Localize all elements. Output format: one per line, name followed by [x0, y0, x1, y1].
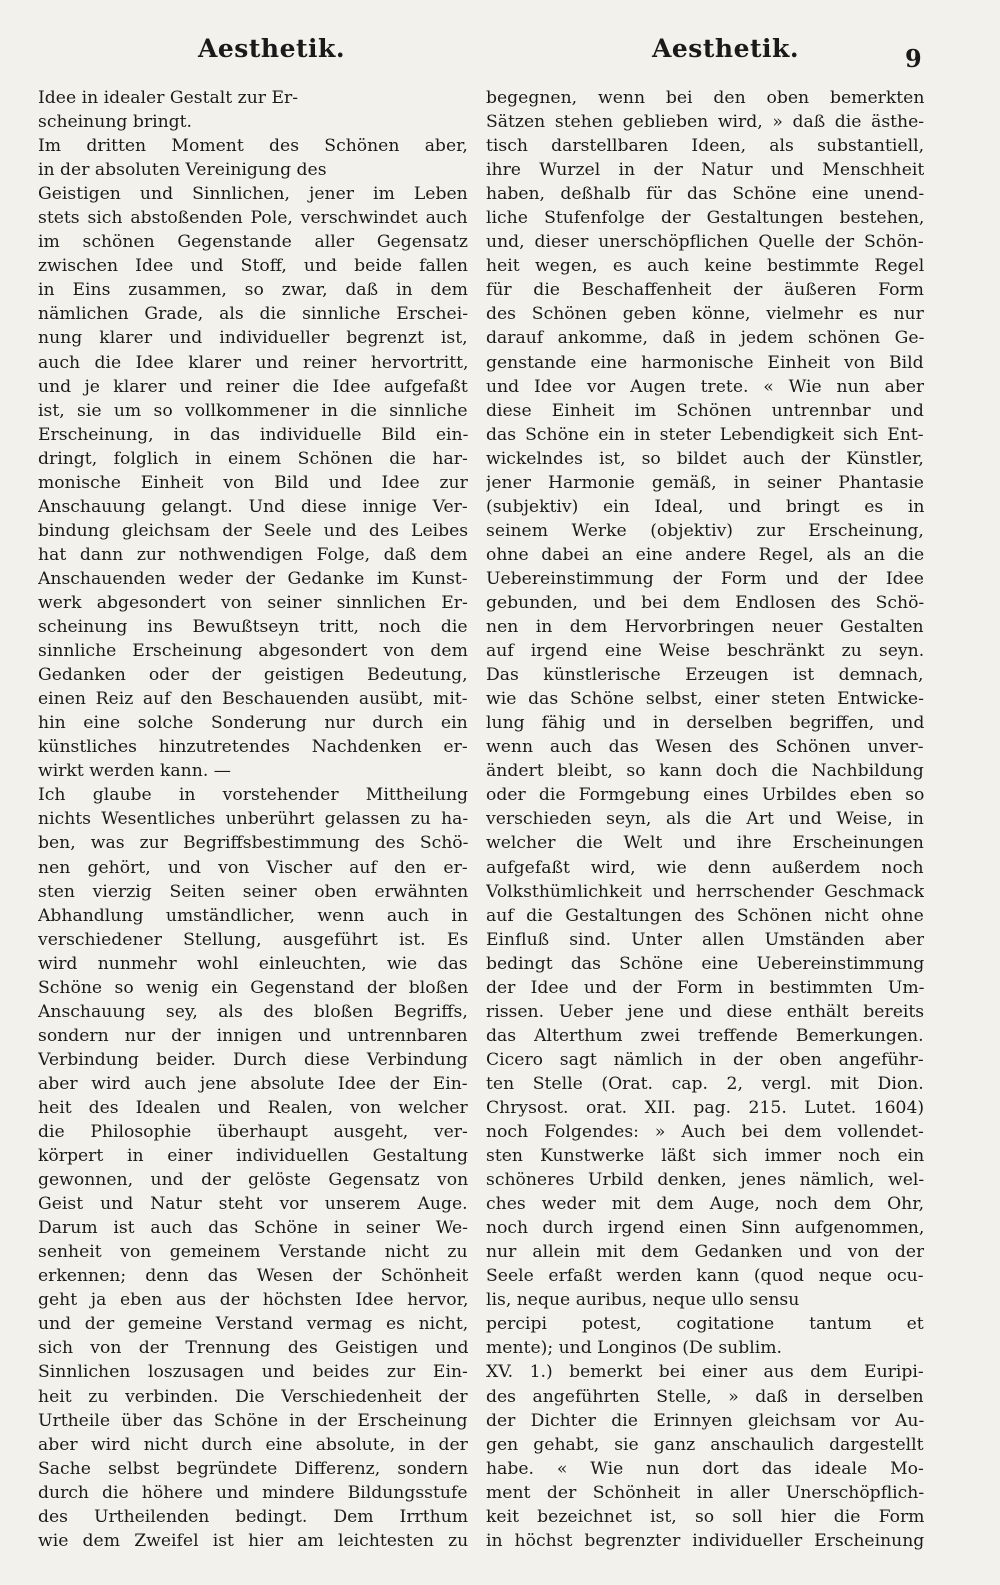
text-line: wenn auch das Wesen des Schönen unver-: [486, 737, 924, 758]
text-line: und je klarer und reiner die Idee aufgefaßt: [38, 376, 468, 397]
text-line: scheinung ins Bewußtseyn tritt, noch die: [38, 617, 468, 638]
text-line: mente); und Longinos (De sublim.: [486, 1338, 782, 1359]
text-line: oder die Formgebung eines Urbildes eben so: [486, 785, 924, 806]
text-line: Sache selbst begründete Differenz, sondern: [38, 1458, 468, 1479]
text-line: stets sich abstoßenden Pole, verschwindet auch: [38, 208, 468, 229]
text-line: des Schönen geben könne, vielmehr es nur: [486, 304, 924, 325]
text-line: aber wird nicht durch eine absolute, in der: [38, 1434, 468, 1455]
text-line: Abhandlung umständlicher, wenn auch in: [38, 905, 468, 926]
text-line: des angeführten Stelle, » daß in derselben: [486, 1386, 924, 1407]
text-line: XV. 1.) bemerkt bei einer aus dem Euripi-: [486, 1362, 924, 1383]
text-line: und der gemeine Verstand vermag es nicht,: [38, 1314, 468, 1335]
text-line: das Alterthum zwei treffende Bemerkungen.: [486, 1025, 924, 1046]
text-line: wickelndes ist, so bildet auch der Künstler,: [486, 448, 924, 469]
text-line: diese Einheit im Schönen untrennbar und: [486, 400, 924, 421]
text-line: percipi potest, cogitatione tantum et: [486, 1314, 924, 1335]
text-line: nen in dem Hervorbringen neuer Gestalten: [486, 617, 924, 638]
text-line: nichts Wesentliches unberührt gelassen zu ha-: [38, 809, 468, 830]
text-line: im schönen Gegenstande aller Gegensatz: [38, 232, 468, 253]
text-line: Ich glaube in vorstehender Mittheilung: [38, 785, 468, 806]
text-line: hat dann zur nothwendigen Folge, daß dem: [38, 544, 468, 565]
text-line: sten Kunstwerke läßt sich immer noch ein: [486, 1146, 924, 1167]
text-line: die Philosophie überhaupt ausgeht, ver-: [38, 1122, 468, 1143]
text-line: noch durch irgend einen Sinn aufgenommen,: [486, 1218, 924, 1239]
text-line: der Idee und der Form in bestimmten Um-: [486, 977, 924, 998]
text-line: für die Beschaffenheit der äußeren Form: [486, 280, 924, 301]
text-line: darauf ankomme, daß in jedem schönen Ge-: [486, 328, 924, 349]
text-line: geht ja eben aus der höchsten Idee hervor,: [38, 1290, 468, 1311]
text-line: rissen. Ueber jene und diese enthält bereits: [486, 1001, 924, 1022]
text-line: zwischen Idee und Stoff, und beide fallen: [38, 256, 468, 277]
text-line: scheinung bringt.: [38, 112, 193, 133]
text-line: sinnliche Erscheinung abgesondert von dem: [38, 641, 468, 662]
text-line: dringt, folglich in einem Schönen die har-: [38, 448, 468, 469]
text-line: verschiedener Stellung, ausgeführt ist. Es: [38, 929, 468, 950]
text-line: und, dieser unerschöpflichen Quelle der Schön-: [486, 232, 924, 253]
page-number: 9: [905, 44, 922, 73]
text-line: Anschauenden weder der Gedanke im Kunst-: [38, 568, 468, 589]
text-line: tisch darstellbaren Ideen, als substantiell,: [486, 136, 924, 157]
text-line: wird nunmehr wohl einleuchten, wie das: [38, 953, 468, 974]
text-line: liche Stufenfolge der Gestaltungen bestehen,: [486, 208, 924, 229]
text-line: Das künstlerische Erzeugen ist demnach,: [486, 665, 924, 686]
text-line: heit des Idealen und Realen, von welcher: [38, 1097, 468, 1118]
text-line: Sätzen stehen geblieben wird, » daß die ästhe-: [486, 112, 924, 133]
text-line: körpert in einer individuellen Gestaltung: [38, 1146, 468, 1167]
text-line: nur allein mit dem Gedanken und von der: [486, 1242, 924, 1263]
text-line: das Schöne ein in steter Lebendigkeit sich Ent-: [486, 424, 924, 445]
text-line: verschieden seyn, als die Art und Weise, in: [486, 809, 924, 830]
text-line: sten vierzig Seiten seiner oben erwähnten: [38, 881, 468, 902]
text-line: Geistigen und Sinnlichen, jener im Leben: [38, 184, 468, 205]
text-line: habe. « Wie nun dort das ideale Mo-: [486, 1458, 924, 1479]
text-line: Cicero sagt nämlich in der oben angeführ-: [486, 1049, 924, 1070]
text-line: ches weder mit dem Auge, noch dem Ohr,: [486, 1194, 924, 1215]
text-line: ändert bleibt, so kann doch die Nachbildung: [486, 761, 924, 782]
text-line: ten Stelle (Orat. cap. 2, vergl. mit Dion.: [486, 1073, 924, 1094]
text-line: Volksthümlichkeit und herrschender Geschmack: [486, 881, 924, 902]
right-text-column: [486, 86, 924, 1553]
text-line: lis, neque auribus, neque ullo sensu: [486, 1290, 800, 1311]
text-line: welcher die Welt und ihre Erscheinungen: [486, 833, 924, 854]
text-line: ment der Schönheit in aller Unerschöpflich-: [486, 1482, 924, 1503]
text-line: Chrysost. orat. XII. pag. 215. Lutet. 1604): [486, 1097, 924, 1118]
text-line: nen gehört, und von Vischer auf den er-: [38, 857, 468, 878]
text-line: Idee in idealer Gestalt zur Er-: [38, 88, 299, 108]
text-line: Uebereinstimmung der Form und der Idee: [486, 568, 924, 589]
text-line: sondern nur der innigen und untrennbaren: [38, 1025, 468, 1046]
text-line: Urtheile über das Schöne in der Erscheinung: [38, 1410, 468, 1431]
text-line: hin eine solche Sonderung nur durch ein: [38, 713, 468, 734]
text-line: bedingt das Schöne eine Uebereinstimmung: [486, 953, 924, 974]
text-line: aber wird auch jene absolute Idee der Ein-: [38, 1073, 468, 1094]
text-line: wie dem Zweifel ist hier am leichtesten zu: [38, 1530, 468, 1551]
text-line: erkennen; denn das Wesen der Schönheit: [38, 1266, 468, 1287]
text-line: lung fähig und in derselben begriffen, und: [486, 713, 924, 734]
text-line: Sinnlichen loszusagen und beides zur Ein-: [38, 1362, 468, 1383]
text-line: aufgefaßt wird, wie denn außerdem noch: [486, 857, 924, 878]
text-line: Anschauung gelangt. Und diese innige Ver-: [38, 496, 468, 517]
text-line: sich von der Trennung des Geistigen und: [38, 1338, 468, 1359]
text-line: auf die Gestaltungen des Schönen nicht ohne: [486, 905, 924, 926]
text-line: heit zu verbinden. Die Verschiedenheit der: [38, 1386, 468, 1407]
text-line: haben, deßhalb für das Schöne eine unend-: [486, 184, 924, 205]
text-line: werk abgesondert von seiner sinnlichen Er-: [38, 592, 468, 613]
text-line: auf irgend eine Weise beschränkt zu seyn.: [486, 641, 924, 662]
running-head-right: Aesthetik.: [652, 34, 800, 63]
text-line: einen Reiz auf den Beschauenden ausübt, mit-: [38, 689, 468, 710]
text-line: auch die Idee klarer und reiner hervortritt,: [38, 352, 468, 373]
text-line: senheit von gemeinem Verstande nicht zu: [38, 1242, 468, 1263]
text-line: wie das Schöne selbst, einer steten Entwicke-: [486, 689, 924, 710]
text-line: Anschauung sey, als des bloßen Begriffs,: [38, 1001, 468, 1022]
text-line: Schöne so wenig ein Gegenstand der bloßen: [38, 977, 468, 998]
text-line: Seele erfaßt werden kann (quod neque ocu-: [486, 1266, 924, 1287]
text-line: der Dichter die Erinnyen gleichsam vor Au-: [486, 1410, 924, 1431]
text-line: begegnen, wenn bei den oben bemerkten: [486, 88, 924, 108]
text-line: keit bezeichnet ist, so soll hier die Form: [486, 1506, 924, 1527]
text-line: Verbindung beider. Durch diese Verbindung: [38, 1049, 468, 1070]
text-line: in der absoluten Vereinigung des: [38, 160, 327, 181]
text-line: (subjektiv) ein Ideal, und bringt es in: [486, 496, 924, 517]
text-line: wirkt werden kann. —: [38, 761, 231, 782]
text-line: in höchst begrenzter individueller Erscheinung: [486, 1530, 924, 1551]
text-line: Darum ist auch das Schöne in seiner We-: [38, 1218, 468, 1239]
text-line: ohne dabei an eine andere Regel, als an die: [486, 544, 924, 565]
text-line: gen gehabt, sie ganz anschaulich dargestellt: [486, 1434, 924, 1455]
text-line: monische Einheit von Bild und Idee zur: [38, 472, 468, 493]
text-line: gewonnen, und der gelöste Gegensatz von: [38, 1170, 468, 1191]
text-line: gebunden, und bei dem Endlosen des Schö-: [486, 592, 924, 613]
text-line: des Urtheilenden bedingt. Dem Irrthum: [38, 1506, 468, 1527]
left-text-column: [38, 86, 468, 1553]
text-line: seinem Werke (objektiv) zur Erscheinung,: [486, 520, 924, 541]
text-line: ben, was zur Begriffsbestimmung des Schö-: [38, 833, 468, 854]
text-line: ihre Wurzel in der Natur und Menschheit: [486, 160, 924, 181]
text-line: Einfluß sind. Unter allen Umständen aber: [486, 929, 924, 950]
text-line: schöneres Urbild denken, jenes nämlich, wel-: [486, 1170, 924, 1191]
text-line: genstande eine harmonische Einheit von Bild: [486, 352, 924, 373]
running-head-left: Aesthetik.: [198, 34, 346, 63]
text-line: Gedanken oder der geistigen Bedeutung,: [38, 665, 468, 686]
text-line: noch Folgendes: » Auch bei dem vollendet-: [486, 1122, 924, 1143]
text-line: nämlichen Grade, als die sinnliche Erschei-: [38, 304, 468, 325]
text-line: Geist und Natur steht vor unserem Auge.: [38, 1194, 468, 1215]
text-line: ist, sie um so vollkommener in die sinnliche: [38, 400, 468, 421]
text-line: jener Harmonie gemäß, in seiner Phantasie: [486, 472, 924, 493]
text-line: Erscheinung, in das individuelle Bild ein-: [38, 424, 468, 445]
text-line: Im dritten Moment des Schönen aber,: [38, 136, 468, 157]
text-line: in Eins zusammen, so zwar, daß in dem: [38, 280, 468, 301]
text-line: heit wegen, es auch keine bestimmte Regel: [486, 256, 924, 277]
text-line: durch die höhere und mindere Bildungsstufe: [38, 1482, 468, 1503]
text-line: künstliches hinzutretendes Nachdenken er-: [38, 737, 468, 758]
text-line: nung klarer und individueller begrenzt ist,: [38, 328, 468, 349]
text-line: und Idee vor Augen trete. « Wie nun aber: [486, 376, 924, 397]
text-line: bindung gleichsam der Seele und des Leibes: [38, 520, 468, 541]
